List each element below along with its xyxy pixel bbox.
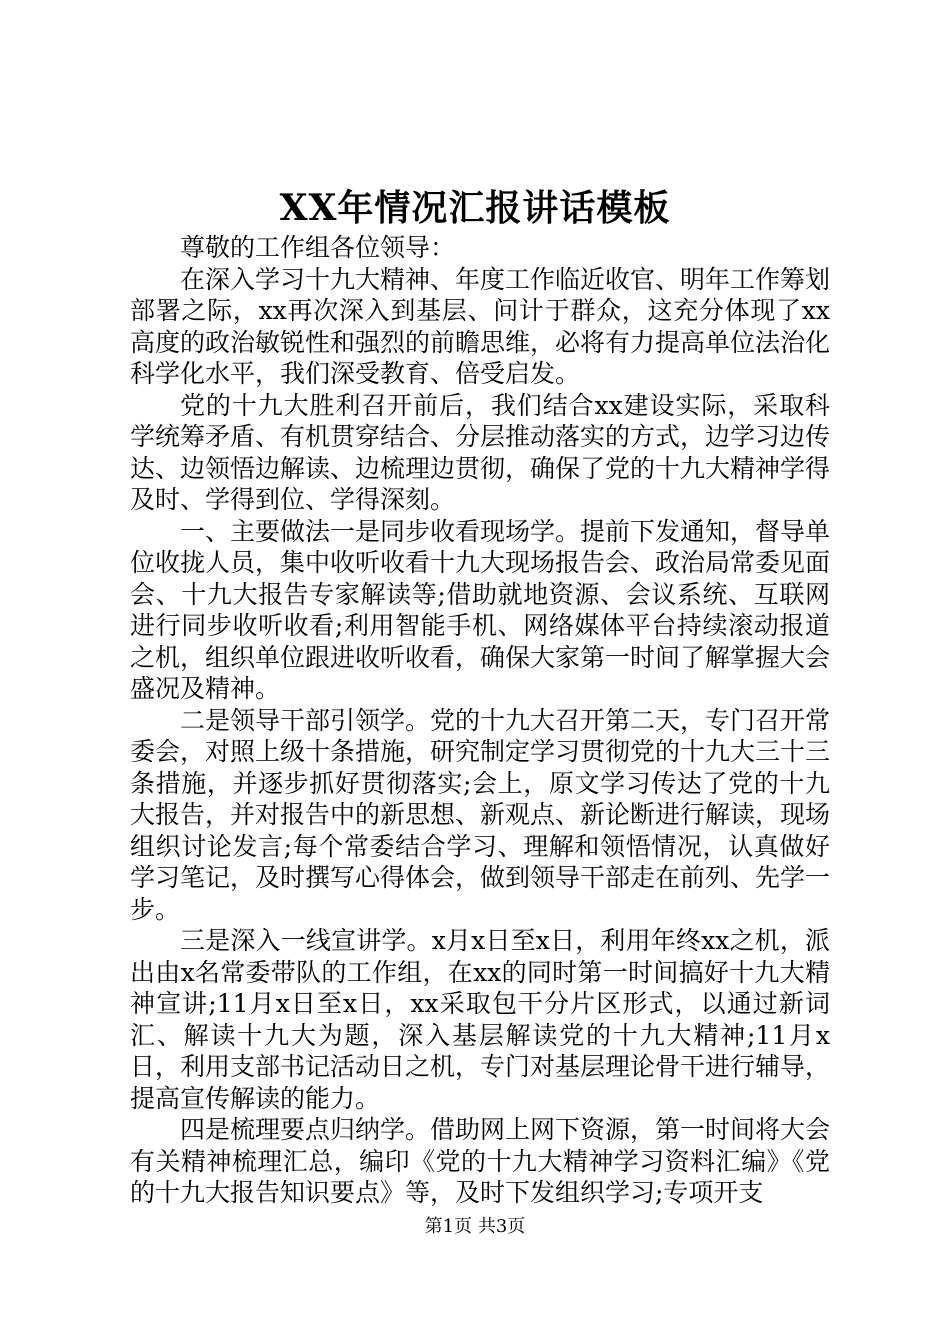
page-footer: 第1页 共3页 [424, 1216, 526, 1237]
paragraph-method-4: 四是梳理要点归纳学。借助网上网下资源，第一时间将大会有关精神梳理汇总，编印《党的十九大精神学习资料汇编》《党的十九大报告知识要点》等，及时下发组织学习;专项开支 [130, 1115, 831, 1207]
paragraph-method-2: 二是领导干部引领学。党的十九大召开第二天，专门召开常委会，对照上级十条措施，研究制定学习贯彻党的十九大三十三条措施，并逐步抓好贯彻落实;会上，原文学习传达了党的十九大报告，并对报告中的新思想、新观点、新论断进行解读，现场组织讨论发言;每个常委结合学习、理解和领悟情况，认真做好学习笔记，及时撰写心得体会，做到领导干部走在前列、先学一步。 [130, 705, 831, 924]
paragraph-method-1: 一、主要做法一是同步收看现场学。提前下发通知，督导单位收拢人员，集中收听收看十九大现场报告会、政治局常委见面会、十九大报告专家解读等;借助就地资源、会议系统、互联网进行同步收听收看;利用智能手机、网络媒体平台持续滚动报道之机，组织单位跟进收听收看，确保大家第一时间了解掌握大会盛况及精神。 [130, 516, 831, 703]
paragraph-intro: 在深入学习十九大精神、年度工作临近收官、明年工作筹划部署之际，xx再次深入到基层、问计于群众，这充分体现了xx高度的政治敏锐性和强烈的前瞻思维，必将有力提高单位法治化科学化水平，我们深受教育、倍受启发。 [130, 264, 831, 388]
salutation: 尊敬的工作组各位领导： [180, 233, 456, 262]
paragraph-overview: 党的十九大胜利召开前后，我们结合xx建设实际，采取科学统筹矛盾、有机贯穿结合、分层推动落实的方式，边学习边传达、边领悟边解读、边梳理边贯彻，确保了党的十九大精神学得及时、学得到位、学得深刻。 [130, 390, 831, 514]
document-body [130, 232, 830, 1209]
paragraph-method-3: 三是深入一线宣讲学。x月x日至x日，利用年终xx之机，派出由x名常委带队的工作组，在xx的同时第一时间搞好十九大精神宣讲;11月x日至x日，xx采取包干分片区形式，以通过新词汇、解读十九大为题，深入基层解读党的十九大精神;11月x日，利用支部书记活动日之机，专门对基层理论骨干进行辅导，提高宣传解读的能力。 [130, 926, 831, 1113]
document-title: XX年情况汇报讲话模板 [279, 187, 671, 229]
